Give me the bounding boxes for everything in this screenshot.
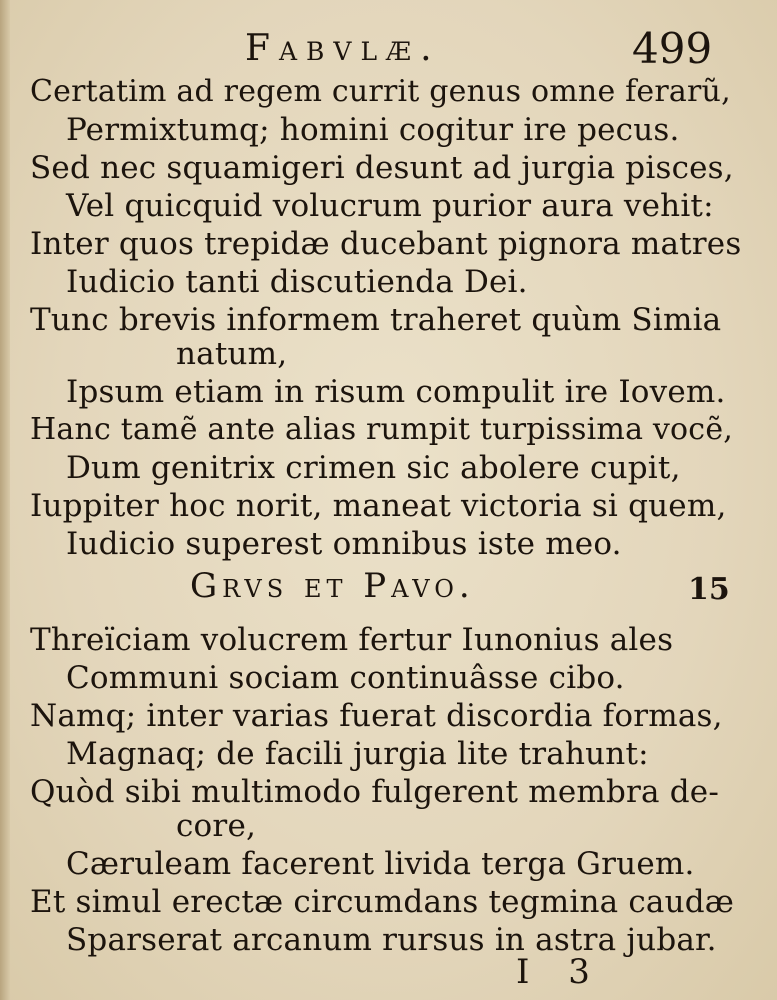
- verse-line: Inter quos trepidæ ducebant pignora matres: [30, 226, 742, 262]
- verse-line: Iudicio superest omnibus iste meo.: [66, 526, 622, 562]
- page-gutter-edge: [0, 0, 10, 1000]
- verse-line: Cæruleam facerent livida terga Gruem.: [66, 846, 695, 882]
- verse-line: Iuppiter hoc norit, maneat victoria si quem,: [30, 488, 727, 524]
- verse-line: Threïciam volucrem fertur Iunonius ales: [30, 622, 674, 658]
- verse-line: Permixtumq; homini cogitur ire pecus.: [66, 112, 680, 148]
- verse-line: Sed nec squamigeri desunt ad jurgia pisces,: [30, 150, 734, 186]
- verse-line: Communi sociam continuâsse cibo.: [66, 660, 625, 696]
- running-head: Fabvlæ.: [245, 28, 441, 69]
- page-header: [0, 22, 777, 72]
- verse-line: Namq; inter varias fuerat discordia formas,: [30, 698, 723, 734]
- verse-line: Hanc tamẽ ante alias rumpit turpissima vocẽ,: [30, 412, 734, 447]
- signature-mark: I 3: [516, 952, 604, 992]
- verse-line: Tunc brevis informem traheret quùm Simia: [30, 302, 722, 338]
- verse-line: Magnaq; de facili jurgia lite trahunt:: [66, 736, 649, 772]
- verse-line: Dum genitrix crimen sic abolere cupit,: [66, 450, 681, 486]
- verse-line: Certatim ad regem currit genus omne ferarũ,: [30, 74, 731, 109]
- verse-line: Ipsum etiam in risum compulit ire Iovem.: [66, 374, 726, 410]
- fable-number: 15: [688, 572, 730, 607]
- verse-line: Sparserat arcanum rursus in astra jubar.: [66, 922, 717, 958]
- verse-line-continuation: natum,: [176, 336, 288, 372]
- verse-line: Vel quicquid volucrum purior aura vehit:: [66, 188, 714, 224]
- verse-line: Et simul erectæ circumdans tegmina caudæ: [30, 884, 735, 920]
- verse-line: Quòd sibi multimodo fulgerent membra de-: [30, 774, 720, 810]
- page-number: 499: [632, 24, 713, 73]
- verse-line-continuation: core,: [176, 808, 257, 844]
- verse-line: Iudicio tanti discutienda Dei.: [66, 264, 528, 300]
- fable-title: Grvs et Pavo.: [190, 566, 475, 606]
